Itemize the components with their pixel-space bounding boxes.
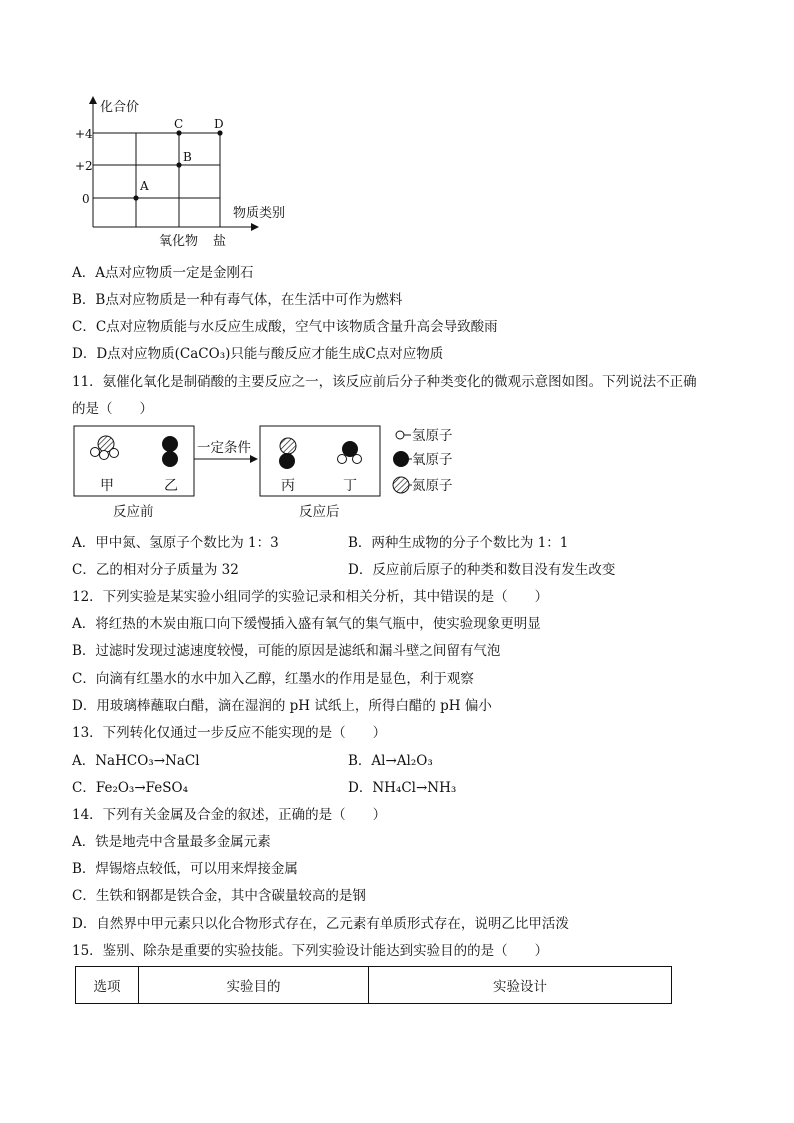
after-box bbox=[260, 426, 380, 496]
q13-option-a: A．NaHCO₃→NaCl bbox=[72, 753, 200, 769]
q13-option-c: C．Fe₂O₃→FeSO₄ bbox=[72, 780, 188, 796]
molecule-bing bbox=[279, 438, 296, 469]
q11-option-c: C．乙的相对分子质量为 32 bbox=[72, 562, 239, 578]
q13-option-d: D．NH₄Cl→NH₃ bbox=[348, 780, 457, 796]
label-yi: 乙 bbox=[164, 478, 178, 494]
q11-stem: 11．氨催化氧化是制硝酸的主要反应之一，该反应前后分子种类变化的微观示意图如图。下列说法不正确 bbox=[72, 374, 697, 390]
q12-option-b: B．过滤时发现过滤速度较慢，可能的原因是滤纸和漏斗壁之间留有气泡 bbox=[72, 643, 501, 659]
q12-option-a: A．将红热的木炭由瓶口向下缓慢插入盛有氧气的集气瓶中，使实验现象更明显 bbox=[72, 616, 541, 632]
q12-option-d: D．用玻璃棒蘸取白醋，滴在湿润的 pH 试纸上，所得白醋的 pH 偏小 bbox=[72, 698, 492, 714]
q14-option-a: A．铁是地壳中含量最多金属元素 bbox=[72, 834, 271, 850]
table-header: 实验目的 bbox=[139, 967, 369, 1004]
q13-stem: 13．下列转化仅通过一步反应不能实现的是（ ） bbox=[72, 725, 387, 741]
x-axis-title: 物质类别 bbox=[233, 206, 286, 221]
label-bing: 丙 bbox=[281, 478, 295, 494]
legend-label: 氢原子 bbox=[412, 428, 453, 444]
q10-option-c: C．C点对应物质能与水反应生成酸，空气中该物质含量升高会导致酸雨 bbox=[72, 319, 498, 335]
q14-stem: 14．下列有关金属及合金的叙述，正确的是（ ） bbox=[72, 807, 387, 823]
point-c bbox=[176, 130, 181, 135]
valence-chart bbox=[60, 92, 310, 252]
molecule-yi bbox=[162, 436, 178, 467]
q11-option-b: B．两种生成物的分子个数比为 1：1 bbox=[348, 535, 569, 551]
q12-option-c: C．向滴有红墨水的水中加入乙醇，红墨水的作用是显色，利于观察 bbox=[72, 671, 474, 687]
q10-option-d: D．D点对应物质(CaCO₃)只能与酸反应才能生成C点对应物质 bbox=[72, 346, 444, 362]
oxygen-atom-icon bbox=[393, 451, 409, 467]
q12-stem: 12．下列实验是某实验小组同学的实验记录和相关分析，其中错误的是（ ） bbox=[72, 589, 549, 605]
label-jia: 甲 bbox=[100, 478, 114, 494]
label-ding: 丁 bbox=[343, 478, 357, 494]
after-caption: 反应后 bbox=[299, 504, 340, 520]
q14-option-d: D．自然界中甲元素只以化合物形式存在，乙元素有单质形式存在，说明乙比甲活泼 bbox=[72, 916, 569, 932]
y-axis-title: 化合价 bbox=[100, 100, 140, 115]
q11-option-a: A．甲中氮、氢原子个数比为 1：3 bbox=[72, 535, 279, 551]
q10-option-b: B．B点对应物质是一种有毒气体，在生活中可作为燃料 bbox=[72, 292, 403, 308]
q14-option-b: B．焊锡熔点较低，可以用来焊接金属 bbox=[72, 861, 298, 877]
q14-option-c: C．生铁和钢都是铁合金，其中含碳量较高的是钢 bbox=[72, 888, 366, 904]
table-header: 选项 bbox=[76, 967, 139, 1004]
x-tick-label: 氧化物 bbox=[159, 234, 199, 249]
reaction-diagram bbox=[70, 422, 480, 522]
legend bbox=[393, 428, 453, 494]
q11-option-d: D．反应前后原子的种类和数目没有发生改变 bbox=[348, 562, 616, 578]
x-tick-label: 盐 bbox=[213, 234, 227, 249]
q11-stem-cont: 的是（ ） bbox=[72, 401, 153, 417]
point-label: B bbox=[183, 150, 192, 164]
hydrogen-atom-icon bbox=[396, 431, 404, 439]
point-label: D bbox=[214, 117, 224, 131]
point-a bbox=[133, 195, 138, 200]
table-header: 实验设计 bbox=[369, 967, 672, 1004]
q15-table bbox=[75, 966, 672, 1004]
before-caption: 反应前 bbox=[113, 504, 154, 520]
table-header-row bbox=[76, 967, 672, 1004]
point-label: C bbox=[174, 117, 184, 131]
molecule-jia bbox=[91, 436, 119, 460]
legend-label: 氮原子 bbox=[412, 478, 453, 494]
nitrogen-atom-icon bbox=[393, 477, 409, 493]
y-tick-label: 0 bbox=[82, 192, 90, 206]
legend-label: 氧原子 bbox=[412, 452, 453, 468]
point-d bbox=[217, 130, 222, 135]
q10-option-a: A．A点对应物质一定是金刚石 bbox=[72, 265, 254, 281]
point-b bbox=[176, 162, 181, 167]
y-tick-label: +4 bbox=[75, 127, 93, 141]
molecule-ding bbox=[338, 441, 362, 464]
reaction-condition: 一定条件 bbox=[197, 440, 251, 456]
point-label: A bbox=[140, 179, 149, 193]
q15-stem: 15．鉴别、除杂是重要的实验技能。下列实验设计能达到实验目的的是（ ） bbox=[72, 943, 549, 959]
q13-option-b: B．Al→Al₂O₃ bbox=[348, 753, 433, 769]
y-tick-label: +2 bbox=[75, 159, 93, 173]
